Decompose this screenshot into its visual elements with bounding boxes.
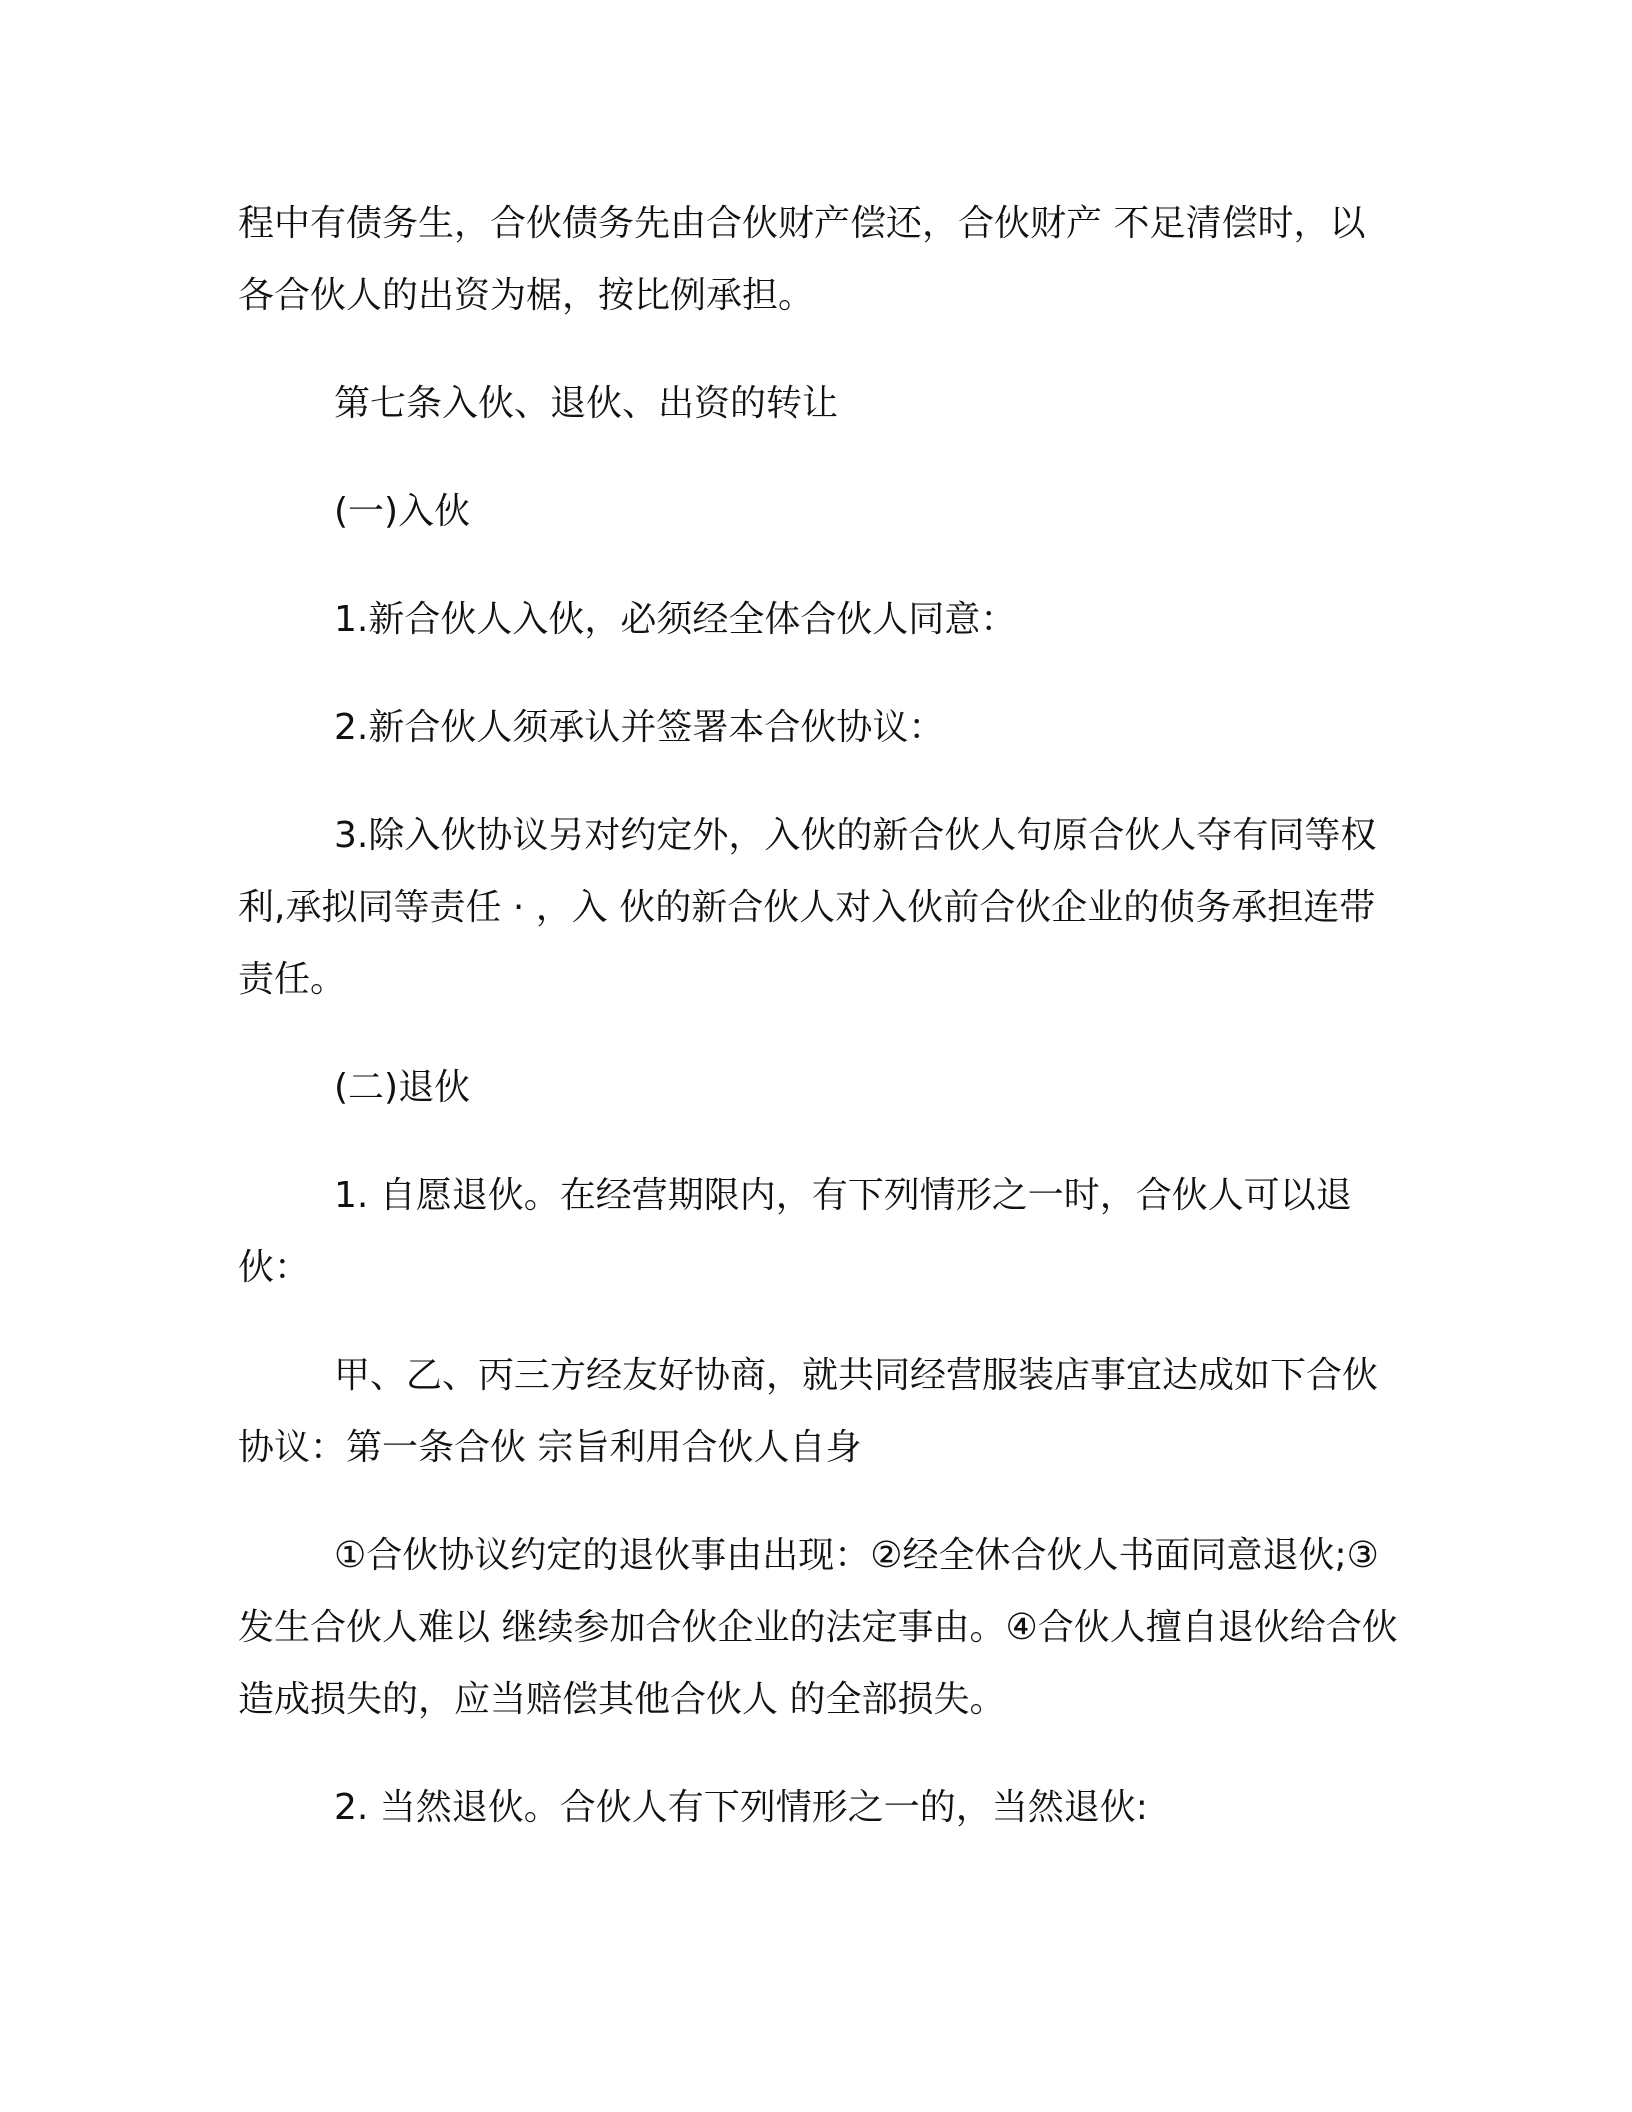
paragraph-article-7-heading: 第七条入伙、退伙、出资的转让 bbox=[334, 383, 839, 424]
paragraph-section-join-heading: (一)入伙 bbox=[334, 491, 471, 532]
paragraph-debt-continued: 程中有债务生，合伙债务先由合伙财产偿还，合伙财产 不足清偿时，以各合伙人的出资为椐，按比例承担。 bbox=[238, 203, 1366, 316]
paragraph-automatic-withdrawal: 2. 当然退伙。合伙人有下列情形之一的，当然退伙: bbox=[334, 1787, 1148, 1828]
document-body bbox=[238, 188, 1398, 1844]
paragraph-agreement-preamble: 甲、乙、丙三方经友好协商，就共同经营服装店事宜达成如下合伙协议：第一条合伙 宗旨利用合伙人自身 bbox=[238, 1355, 1379, 1468]
paragraph-join-item-1: 1.新合伙人入伙，必须经全体合伙人同意： bbox=[334, 599, 1017, 640]
paragraph-join-item-3: 3.除入伙协议另对约定外，入伙的新合伙人句原合伙人夺有同等权利,承拟同等责任 · ，入 伙的新合伙人对入伙前合伙企业的侦务承担连带责任。 bbox=[238, 815, 1377, 1000]
paragraph-withdrawal-conditions: ①合伙协议约定的退伙事由出现：②经全休合伙人书面同意退伙;③发生合伙人难以 继续参加合伙企业的法定事由。④合伙人擅自退伙给合伙造成损失的，应当赔偿其他合伙人 的全部损失。 bbox=[238, 1535, 1398, 1720]
paragraph-join-item-2: 2.新合伙人须承认并签署本合伙协议： bbox=[334, 707, 945, 748]
paragraph-voluntary-withdrawal: 1. 自愿退伙。在经营期限内，有下列情形之一时，合伙人可以退伙： bbox=[238, 1175, 1352, 1288]
paragraph-section-withdraw-heading: (二)退伙 bbox=[334, 1067, 471, 1108]
